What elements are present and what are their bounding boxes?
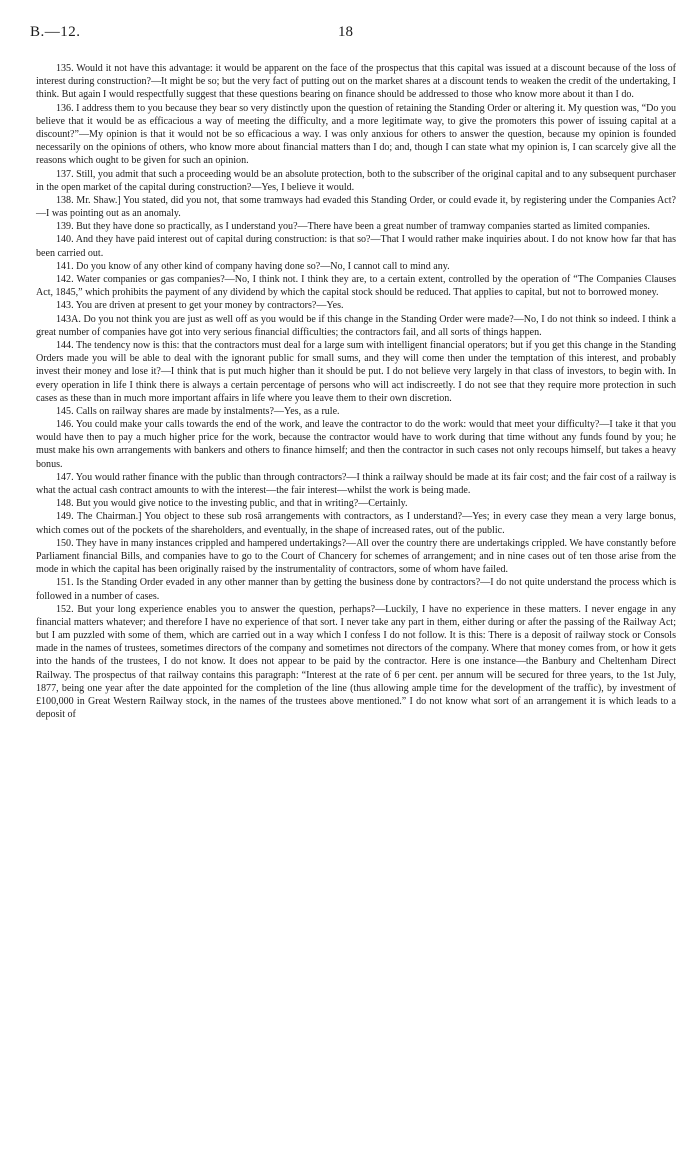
paragraph-143: 143. You are driven at present to get your money by contractors?—Yes.	[56, 300, 344, 312]
paragraph-151: 151. Is the Standing Order evaded in any other manner than by getting the business done by contractors?—I do not quite understand the process which is followed in a number of cases.	[36, 577, 676, 602]
paragraph-147: 147. You would rather finance with the public than through contractors?—I think a railway should be made at its fair cost; and the fair cost of a railway is what the actual cash contract amounts to with the interest—the fair interest—whilst the work is being made.	[36, 471, 676, 496]
paragraph-135: 135. Would it not have this advantage: it would be apparent on the face of the prospectus that this capital was issued at a discount because of the loss of interest during construction?—It might be so; but the very fact of putting out on the market shares at a discount tends to weaken the credit of the undertaking, I think. But again I would respectfully suggest that these questions bearing on finance should be addressed to those who know more about it than I do.	[36, 63, 676, 101]
paragraph-137: 137. Still, you admit that such a proceeding would be an absolute protection, both to the subscriber of the original capital and to any subsequent purchaser in the open market of the capital during construction?—Yes, I believe it would.	[36, 168, 676, 193]
paragraph-145: 145. Calls on railway shares are made by instalments?—Yes, as a rule.	[56, 405, 340, 417]
document-body	[36, 62, 676, 721]
paragraph-150: 150. They have in many instances crippled and hampered undertakings?—All over the country there are undertakings crippled. We have constantly before Parliament financial Bills, and companies have to go to the Court of Chancery for schemes of arrangement; and in nine cases out of ten those arise from the mode in which the capital has been originally raised by the instrumentality of contractors, some of whom have failed.	[36, 537, 676, 576]
paragraph-140: 140. And they have paid interest out of capital during construction: is that so?—That I would rather make inquiries about. I do not know how far that has been carried out.	[36, 234, 676, 259]
paragraph-143a: 143A. Do you not think you are just as well off as you would be if this change in the Standing Order were made?—No, I do not think so indeed. I think a great number of companies have got into very serious financial difficulties; the contractors fail, and all sorts of things happen.	[36, 313, 676, 338]
paragraph-144: 144. The tendency now is this: that the contractors must deal for a large sum with intelligent financial operators; but if you get this change in the Standing Orders made you will be able to deal with the ignorant public for small sums, and they will come then under the temptation of this interest, and probably invest their money and lose it?—I think that is put much higher than it should be put. I do not believe very largely in that class of investors, to begin with. In every operation in life I think there is always a certain percentage of persons who will act indiscreetly. I do not see that they require more protection in such cases as these than in much more important affairs in life where you leave them to their own discretion.	[36, 339, 676, 404]
paragraph-148: 148. But you would give notice to the investing public, and that in writing?—Certainly.	[56, 498, 408, 510]
paragraph-146: 146. You could make your calls towards the end of the work, and leave the contractor to do the work: would that meet your difficulty?—I take it that you would have then to pay a much higher price for the work, because the contractor would have to work during that time without any funds found by you; he must make his own arrangements with bankers and others to finance himself; and then the contractor in such cases not only recoups himself, but takes a heavy bonus.	[36, 419, 676, 470]
paragraph-152: 152. But your long experience enables you to answer the question, perhaps?—Luckily, I have no experience in these matters. I never engage in any financial matters whatever; and therefore I have no experience of that sort. I never take any part in them, either during or after the passing of the Railway Act; but I am puzzled with some of them, which are carried out in a way which I confess I do not follow. It is this: There is a deposit of railway stock or Consols made in the names of trustees, sometimes directors of the company and sometimes not directors of the company. Where that money comes from, or how it gets into the hands of the trustees, I do not know. It does not appear to be paid by the contractor. Here is one instance—the Banbury and Cheltenham Direct Railway. The prospectus of that railway contains this paragraph: “Interest at the rate of 6 per cent. per annum will be secured for three years, to the 1st July, 1877, being one year after the date appointed for the completion of the line (thus allowing ample time for the development of the traffic), by investment of £100,000 in Great Western Railway stock, in the names of the trustees above mentioned.” I do not know what sort of an arrangement it is which leads to a deposit of	[36, 603, 676, 721]
paragraph-142: 142. Water companies or gas companies?—No, I think not. I think they are, to a certain extent, controlled by the operation of “The Companies Clauses Act, 1845,” which prohibits the payment of any dividend by which the capital stock should be reduced. That applies to capital, but not to borrowed money.	[36, 274, 676, 299]
page-number: 18	[338, 24, 353, 40]
paragraph-139: 139. But they have done so practically, as I understand you?—There have been a great number of tramway companies started as limited companies.	[56, 221, 650, 233]
paragraph-136: 136. I address them to you because they bear so very distinctly upon the question of retaining the Standing Order or altering it. My question was, “Do you believe that it would be as efficacious a way of meeting the difficulty, and a more legitimate way, to give the promoters this power of issuing capital at a discount?”—My opinion is that it would not be so efficacious a way. I was only anxious for others to answer the question, because my opinion is founded necessarily on the opinions of others, who know more about financial matters than I do; and, though I can state what my opinion is, I can scarcely give all the reasons which ought to be given for such an opinion.	[36, 102, 676, 167]
paragraph-141: 141. Do you know of any other kind of company having done so?—No, I cannot call to mind any.	[56, 260, 450, 272]
paragraph-138: 138. Mr. Shaw.] You stated, did you not, that some tramways had evaded this Standing Order, or could evade it, by registering under the Companies Act?—I was pointing out as an anomaly.	[36, 194, 676, 220]
report-id: B.—12.	[30, 24, 81, 40]
paragraph-149: 149. The Chairman.] You object to these sub rosâ arrangements with contractors, as I understand?—Yes; in every case they mean a very large bonus, which comes out of the pockets of the shareholders, and eventually, in the shape of increased rates, out of the public.	[36, 511, 676, 536]
